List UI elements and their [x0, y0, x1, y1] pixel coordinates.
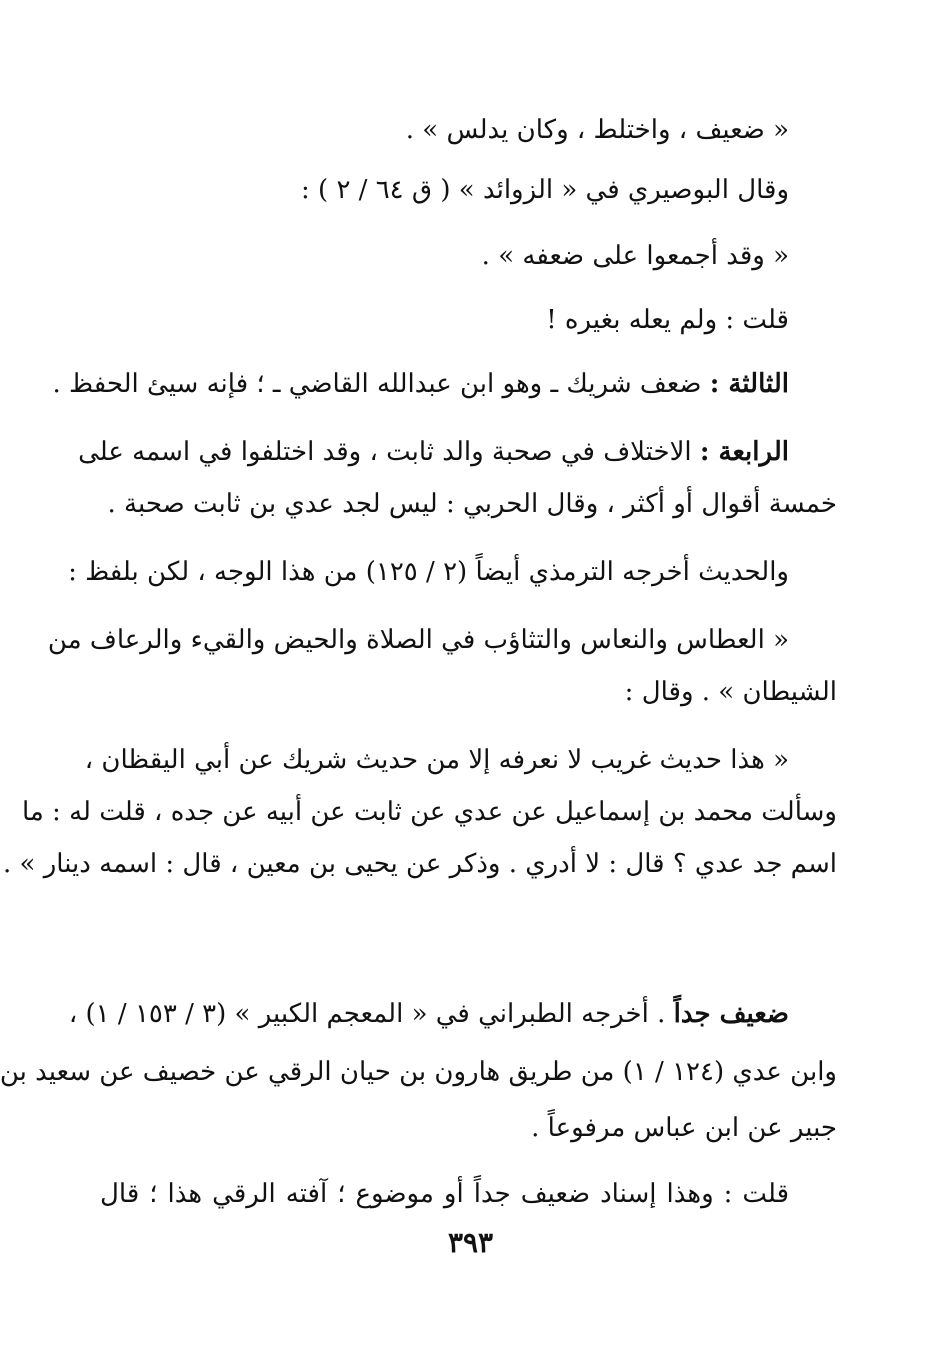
text-line-9: « العطاس والنعاس والتثاؤب في الصلاة والحيض والقيء والرعاف من [47, 625, 789, 655]
text-line-12: وسألت محمد بن إسماعيل عن عدي عن ثابت عن أبيه عن جده ، قلت له : ما [21, 797, 837, 827]
point-text-third: ضعف شريك ـ وهو ابن عبدالله القاضي ـ ؛ فإنه سيئ الحفظ . [52, 369, 710, 399]
text-line-2: وقال البوصيري في « الزوائد » ( ق ٦٤ / ٢ ) : [301, 175, 789, 205]
text-line-5 [52, 366, 789, 402]
text-line-8: والحديث أخرجه الترمذي أيضاً (٢ / ١٢٥) من هذا الوجه ، لكن بلفظ : [68, 557, 789, 587]
text-line-11: « هذا حديث غريب لا نعرفه إلا من حديث شريك عن أبي اليقظان ، [84, 745, 789, 775]
text-line-13: اسم جد عدي ؟ قال : لا أدري . وذكر عن يحيى بن معين ، قال : اسمه دينار » . [3, 849, 837, 879]
point-label-fourth: الرابعة : [699, 437, 789, 467]
text-line-6 [78, 434, 789, 470]
point-text-fourth: الاختلاف في صحبة والد ثابت ، وقد اختلفوا في اسمه على [78, 437, 700, 467]
grading-text: . أخرجه الطبراني في « المعجم الكبير » (٣ / ١٥٣ / ١) ، [68, 999, 666, 1029]
text-line-10: الشيطان » . وقال : [624, 677, 837, 707]
text-line-3: « وقد أجمعوا على ضعفه » . [481, 241, 789, 271]
point-label-third: الثالثة : [709, 369, 789, 399]
text-line-4: قلت : ولم يعله بغيره ! [546, 305, 789, 335]
grading-label: ضعيف جداً [673, 999, 789, 1029]
text-line-1: « ضعيف ، واختلط ، وكان يدلس » . [405, 115, 789, 145]
text-line-17: قلت : وهذا إسناد ضعيف جداً أو موضوع ؛ آفته الرقي هذا ؛ قال [100, 1179, 789, 1209]
page-number: ٣٩٣ [447, 1226, 494, 1259]
text-line-7: خمسة أقوال أو أكثر ، وقال الحربي : ليس لجد عدي بن ثابت صحبة . [107, 489, 837, 519]
text-line-16: جبير عن ابن عباس مرفوعاً . [531, 1113, 837, 1143]
text-line-15: وابن عدي (١٢٤ / ١) من طريق هارون بن حيان الرقي عن خصيف عن سعيد بن [0, 1057, 837, 1087]
text-line-14 [68, 996, 789, 1032]
